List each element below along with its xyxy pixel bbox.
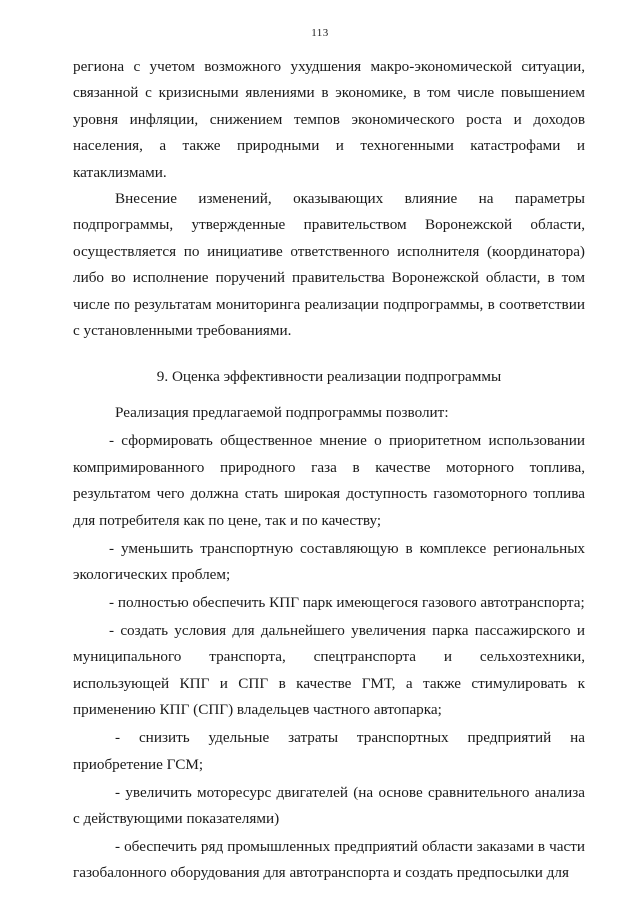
document-body [73, 54, 585, 888]
paragraph-amendments: Внесение изменений, оказывающих влияние на параметры подпрограммы, утвержденные правительством Воронежской области, осуществляется по инициативе ответственного исполнителя (координатора) либо во исполнение поручений правительства Воронежской области, в том числе по результатам мониторинга реализации подпрограммы, в соответствии с установленными требованиями. [73, 190, 585, 340]
list-item: - уменьшить транспортную составляющую в комплексе региональных экологических проблем; [73, 539, 585, 583]
list-item: - полностью обеспечить КПГ парк имеющегося газового автотранспорта; [109, 593, 585, 611]
list-item: - снизить удельные затраты транспортных предприятий на приобретение ГСМ; [73, 729, 585, 773]
page-number: 113 [311, 27, 329, 39]
list-item: - сформировать общественное мнение о приоритетном использовании компримированного природного газа в качестве моторного топлива, результатом чего должна стать широкая доступность газомоторного топлива для потребителя как по цене, так и по качеству; [73, 432, 585, 529]
list-item: - создать условия для дальнейшего увеличения парка пассажирского и муниципального транспорта, спецтранспорта и сельхозтехники, использующей КПГ и СПГ в качестве ГМТ, а также стимулировать к применению КПГ (СПГ) владельцев частного автопарка; [73, 621, 585, 719]
section-heading: 9. Оценка эффективности реализации подпрограммы [156, 368, 502, 386]
benefits-list [73, 428, 585, 886]
list-item: - обеспечить ряд промышленных предприятий области заказами в части газобалонного оборудования для автотранспорта и создать предпосылки для [73, 837, 585, 882]
list-item: - увеличить моторесурс двигателей (на основе сравнительного анализа с действующими показателями) [73, 783, 585, 827]
section-lead: Реализация предлагаемой подпрограммы позволит: [115, 403, 449, 421]
paragraph-continuation: региона с учетом возможного ухудшения макро-экономической ситуации, связанной с кризисными явлениями в экономике, в том числе повышением уровня инфляции, снижением темпов экономического роста и доходов населения, а также природными и техногенными катастрофами и катаклизмами. [73, 58, 585, 181]
